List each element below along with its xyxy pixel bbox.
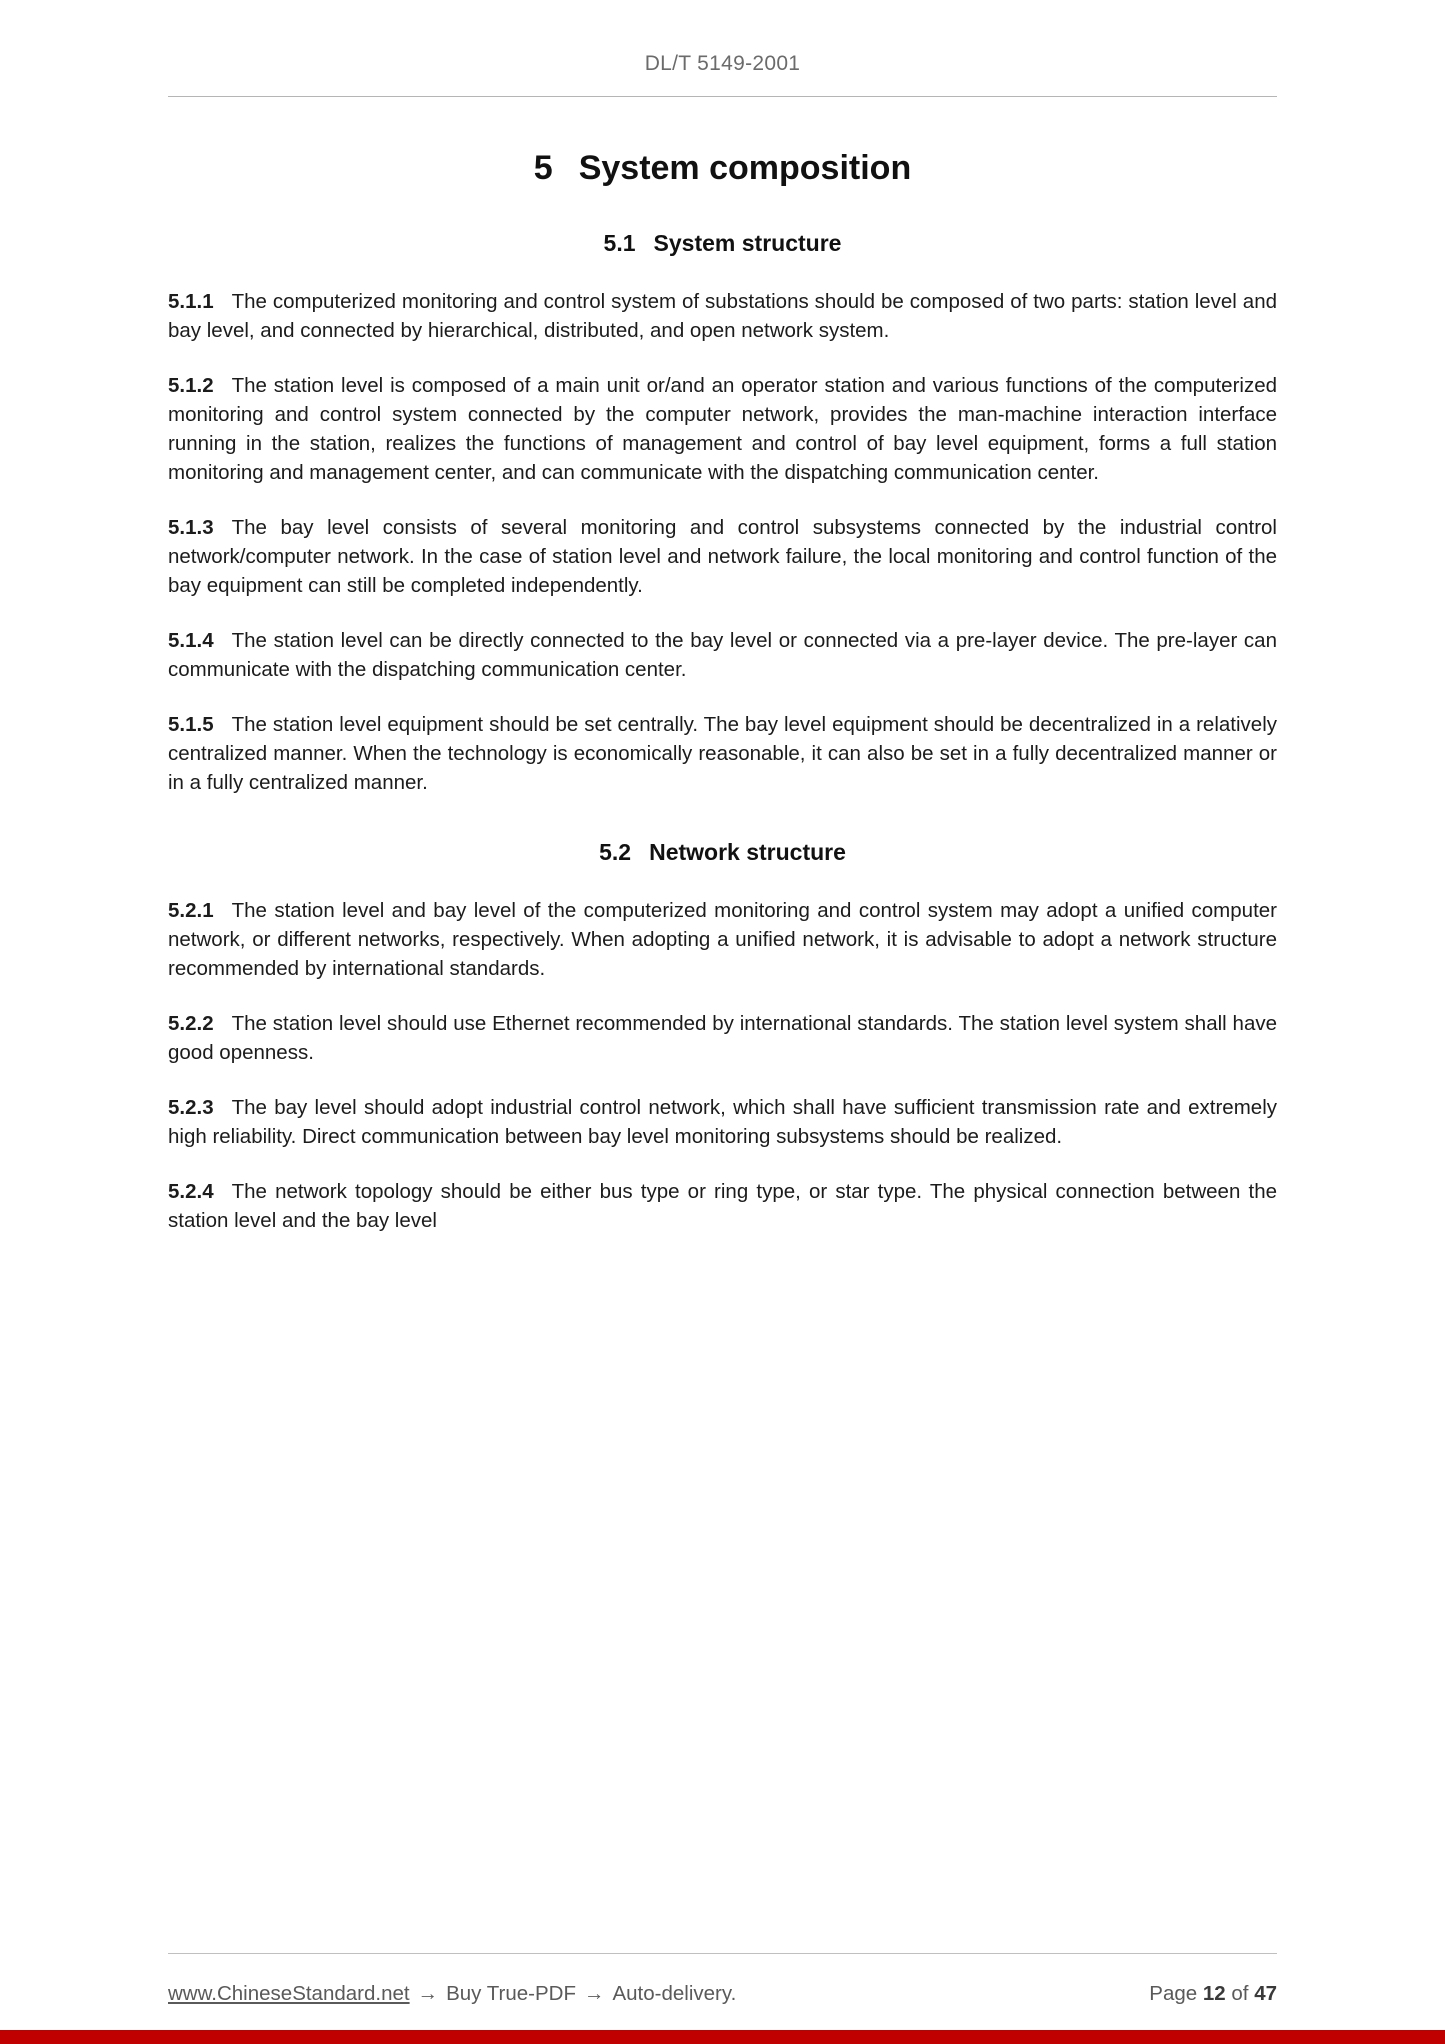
footer-delivery-label: Auto-delivery. (612, 1982, 737, 2005)
paragraph-number: 5.1.1 (168, 290, 214, 313)
doc-code: DL/T 5149-2001 (644, 52, 801, 75)
page-number: 12 (1202, 1982, 1226, 2005)
paragraph-text: The network topology should be either bus type or ring type, or star type. The physical connection between the station level and the bay level (168, 1180, 1277, 1232)
page-title-number: 5 (533, 149, 553, 187)
paragraph-number: 5.2.3 (168, 1096, 214, 1119)
header-rule (168, 96, 1277, 97)
paragraph-5-2-4 (168, 1177, 1277, 1235)
paragraph-text: The bay level should adopt industrial control network, which shall have sufficient transmission rate and extremely high reliability. Direct communication between bay level monitoring subsystems should be realized. (168, 1096, 1277, 1148)
arrow-icon: → (583, 1982, 605, 2005)
paragraph-text: The station level should use Ethernet recommended by international standards. The station level system shall have good openness. (168, 1012, 1277, 1064)
paragraph-number: 5.1.5 (168, 713, 214, 736)
footer-source (168, 1982, 736, 2006)
footer-rule (168, 1953, 1277, 1954)
paragraph-number: 5.1.4 (168, 629, 214, 652)
paragraph-5-1-1 (168, 287, 1277, 345)
paragraph-text: The station level can be directly connected to the bay level or connected via a pre-layer device. The pre-layer can communicate with the dispatching communication center. (168, 629, 1277, 681)
page-title (168, 149, 1277, 188)
paragraph-5-1-2 (168, 371, 1277, 487)
page-footer (168, 1982, 1277, 2006)
page-title-text: System composition (578, 149, 912, 187)
section-number: 5.1 (603, 230, 636, 256)
paragraph-text: The station level and bay level of the computerized monitoring and control system may adopt a unified computer network, or different networks, respectively. When adopting a unified network, it is advisable to adopt a network structure recommended by international standards. (168, 899, 1277, 980)
paragraph-5-2-1 (168, 896, 1277, 983)
paragraph-text: The computerized monitoring and control system of substations should be composed of two parts: station level and bay level, and connected by hierarchical, distributed, and open network system. (168, 290, 1277, 342)
arrow-icon: → (417, 1982, 439, 2005)
paragraph-text: The bay level consists of several monitoring and control subsystems connected by the industrial control network/computer network. In the case of station level and network failure, the local monitoring and control function of the bay equipment can still be completed independently. (168, 516, 1277, 597)
footer-link[interactable]: www.ChineseStandard.net (168, 1982, 410, 2005)
page-label: Page (1149, 1982, 1198, 2005)
paragraph-5-1-5 (168, 710, 1277, 797)
paragraph-number: 5.2.1 (168, 899, 214, 922)
paragraph-5-2-3 (168, 1093, 1277, 1151)
paragraph-number: 5.2.4 (168, 1180, 214, 1203)
section-heading-5-2 (168, 839, 1277, 866)
section-number: 5.2 (599, 839, 632, 865)
paragraph-number: 5.2.2 (168, 1012, 214, 1035)
footer-buy-label: Buy True-PDF (446, 1982, 576, 2005)
section-title: Network structure (649, 839, 846, 865)
paragraph-text: The station level equipment should be set centrally. The bay level equipment should be decentralized in a relatively centralized manner. When the technology is economically reasonable, it can also be set in a fully decentralized manner or in a fully centralized manner. (168, 713, 1277, 794)
page-indicator (1149, 1982, 1277, 2006)
section-title: System structure (653, 230, 842, 256)
of-label: of (1231, 1982, 1249, 2005)
paragraph-text: The station level is composed of a main unit or/and an operator station and various functions of the computerized monitoring and control system connected by the computer network, provides the man-machine interaction interface running in the station, realizes the functions of management and control of bay level equipment, forms a full station monitoring and management center, and can communicate with the dispatching communication center. (168, 374, 1277, 484)
bottom-accent-bar (0, 2030, 1445, 2044)
page-total: 47 (1254, 1982, 1277, 2005)
paragraph-5-2-2 (168, 1009, 1277, 1067)
paragraph-number: 5.1.3 (168, 516, 214, 539)
paragraph-5-1-4 (168, 626, 1277, 684)
paragraph-5-1-3 (168, 513, 1277, 600)
section-heading-5-1 (168, 230, 1277, 257)
paragraph-number: 5.1.2 (168, 374, 214, 397)
